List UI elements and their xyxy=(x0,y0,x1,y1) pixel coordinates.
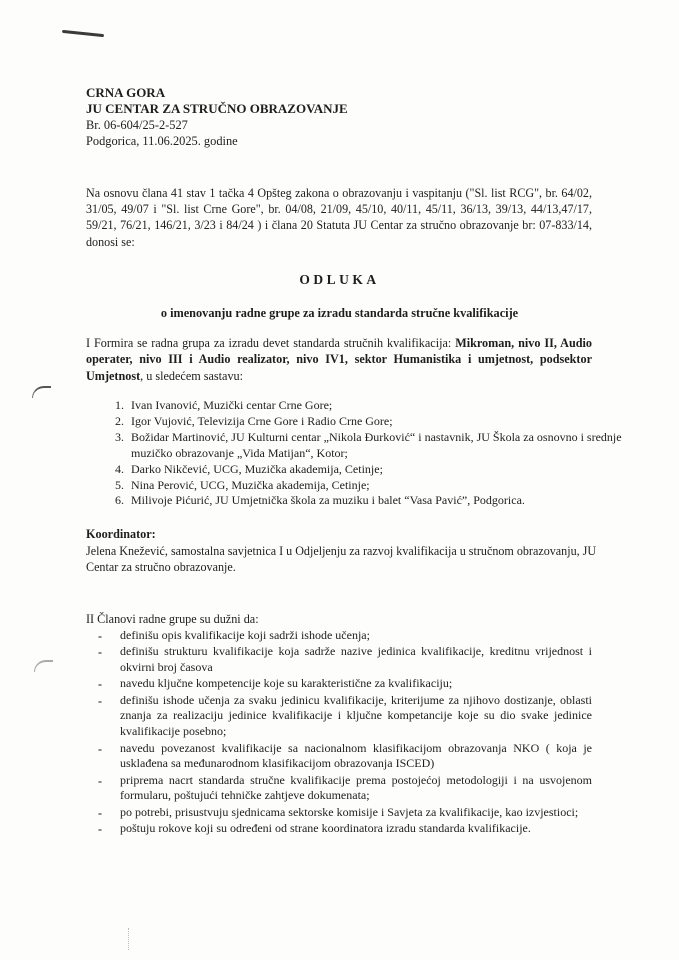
reference-number: Br. 06-604/25-2-527 xyxy=(86,118,188,132)
section-1 xyxy=(86,335,592,384)
scan-mark xyxy=(62,30,104,37)
duty-item: - navedu ključne kompetencije koje su karakteristične za kvalifikaciju; xyxy=(98,676,592,692)
punch-hole-mark xyxy=(32,386,51,398)
scan-mark xyxy=(128,928,130,950)
member-item: 4. Darko Nikčević, UCG, Muzička akademija, Cetinje; xyxy=(127,462,625,478)
member-item: 5. Nina Perović, UCG, Muzička akademija, Cetinje; xyxy=(127,478,625,494)
member-item: 3. Božidar Martinović, JU Kulturni centar „Nikola Đurković“ i nastavnik, JU Škola za osnovno i srednje muzičko obrazovanje „Vida Matijan“, Kotor; xyxy=(127,430,625,462)
section-2-intro: II Članovi radne grupe su dužni da: xyxy=(86,612,259,626)
coordinator-text: Jelena Knežević, samostalna savjetnica I u Odjeljenju za razvoj kvalifikacija u stručnom obrazovanju, JU Centar za stručno obrazovanje. xyxy=(86,544,597,575)
duty-item: - navedu povezanost kvalifikacije sa nacionalnom klasifikacijom obrazovanja NKO ( koja je usklađena sa međunarodnom klasifikacijom obrazovanja ISCED) xyxy=(98,741,592,773)
duty-item: - definišu ishode učenja za svaku jedinicu kvalifikacije, kriterijume za njihovo dostizanje, oblasti znanja za realizaciju jedinice kvalifikacije i ključne kompetancije koje su dio svake jedinice kvalifikacije posebno; xyxy=(98,693,592,740)
section-1-intro: I Formira se radna grupa za izradu devet standarda stručnih kvalifikacija: xyxy=(86,336,456,350)
preamble: Na osnovu člana 41 stav 1 tačka 4 Opšteg zakona o obrazovanju i vaspitanju ("Sl. list RCG", br. 64/02, 31/05, 49/07 i "Sl. list Crne Gore", br. 04/08, 21/09, 45/10, 40/11, 45/11, 36/13, 39/13, 44/13,47/17, 59/21, 76/21, 146/21, 3/23 i 84/24 ) i člana 20 Statuta JU Centar za stručno obrazovanje br: 07-833/14, donosi se: xyxy=(86,186,592,249)
section-1-outro: , u sledećem sastavu: xyxy=(140,368,244,383)
duties-list xyxy=(98,628,592,837)
document-header xyxy=(86,85,348,149)
member-item: 6. Milivoje Pićurić, JU Umjetnička škola za muziku i balet “Vasa Pavić”, Podgorica. xyxy=(127,493,625,509)
document-title: ODLUKA xyxy=(299,272,380,287)
duty-item: - definišu opis kvalifikacije koji sadrži ishode učenja; xyxy=(98,628,592,644)
coordinator-label: Koordinator: xyxy=(86,527,156,541)
institution-name: JU CENTAR ZA STRUČNO OBRAZOVANJE xyxy=(86,101,348,116)
place-date: Podgorica, 11.06.2025. godine xyxy=(86,134,238,148)
members-list xyxy=(107,398,625,509)
punch-hole-mark xyxy=(34,660,53,672)
document-subtitle: o imenovanju radne grupe za izradu standarda stručne kvalifikacije xyxy=(160,306,519,320)
duty-item: - poštuju rokove koji su određeni od strane koordinatora izradu standarda kvalifikacije. xyxy=(98,821,592,837)
duty-item: - priprema nacrt standarda stručne kvalifikacije prema postojećoj metodologiji i na usvojenom formularu, poštujući tehničke zahtjeve dokumenata; xyxy=(98,773,592,805)
duty-item: - po potrebi, prisustvuju sjednicama sektorske komisije i Savjeta za kvalifikacije, kao izvjestioci; xyxy=(98,805,592,821)
qualifications-list: Mikroman, nivo II, Audio operater, nivo III i Audio realizator, nivo IV1, sektor Humanistika i umjetnost, podsektor Umjetnost xyxy=(86,336,592,383)
country-name: CRNA GORA xyxy=(86,85,166,100)
duty-item: - definišu strukturu kvalifikacije koja sadrže nazive jedinica kvalifikacije, kreditnu vrijednost i okvirni broj časova xyxy=(98,644,592,676)
member-item: 2. Igor Vujović, Televizija Crne Gore i Radio Crne Gore; xyxy=(127,414,625,430)
member-item: 1. Ivan Ivanović, Muzički centar Crne Gore; xyxy=(127,398,625,414)
